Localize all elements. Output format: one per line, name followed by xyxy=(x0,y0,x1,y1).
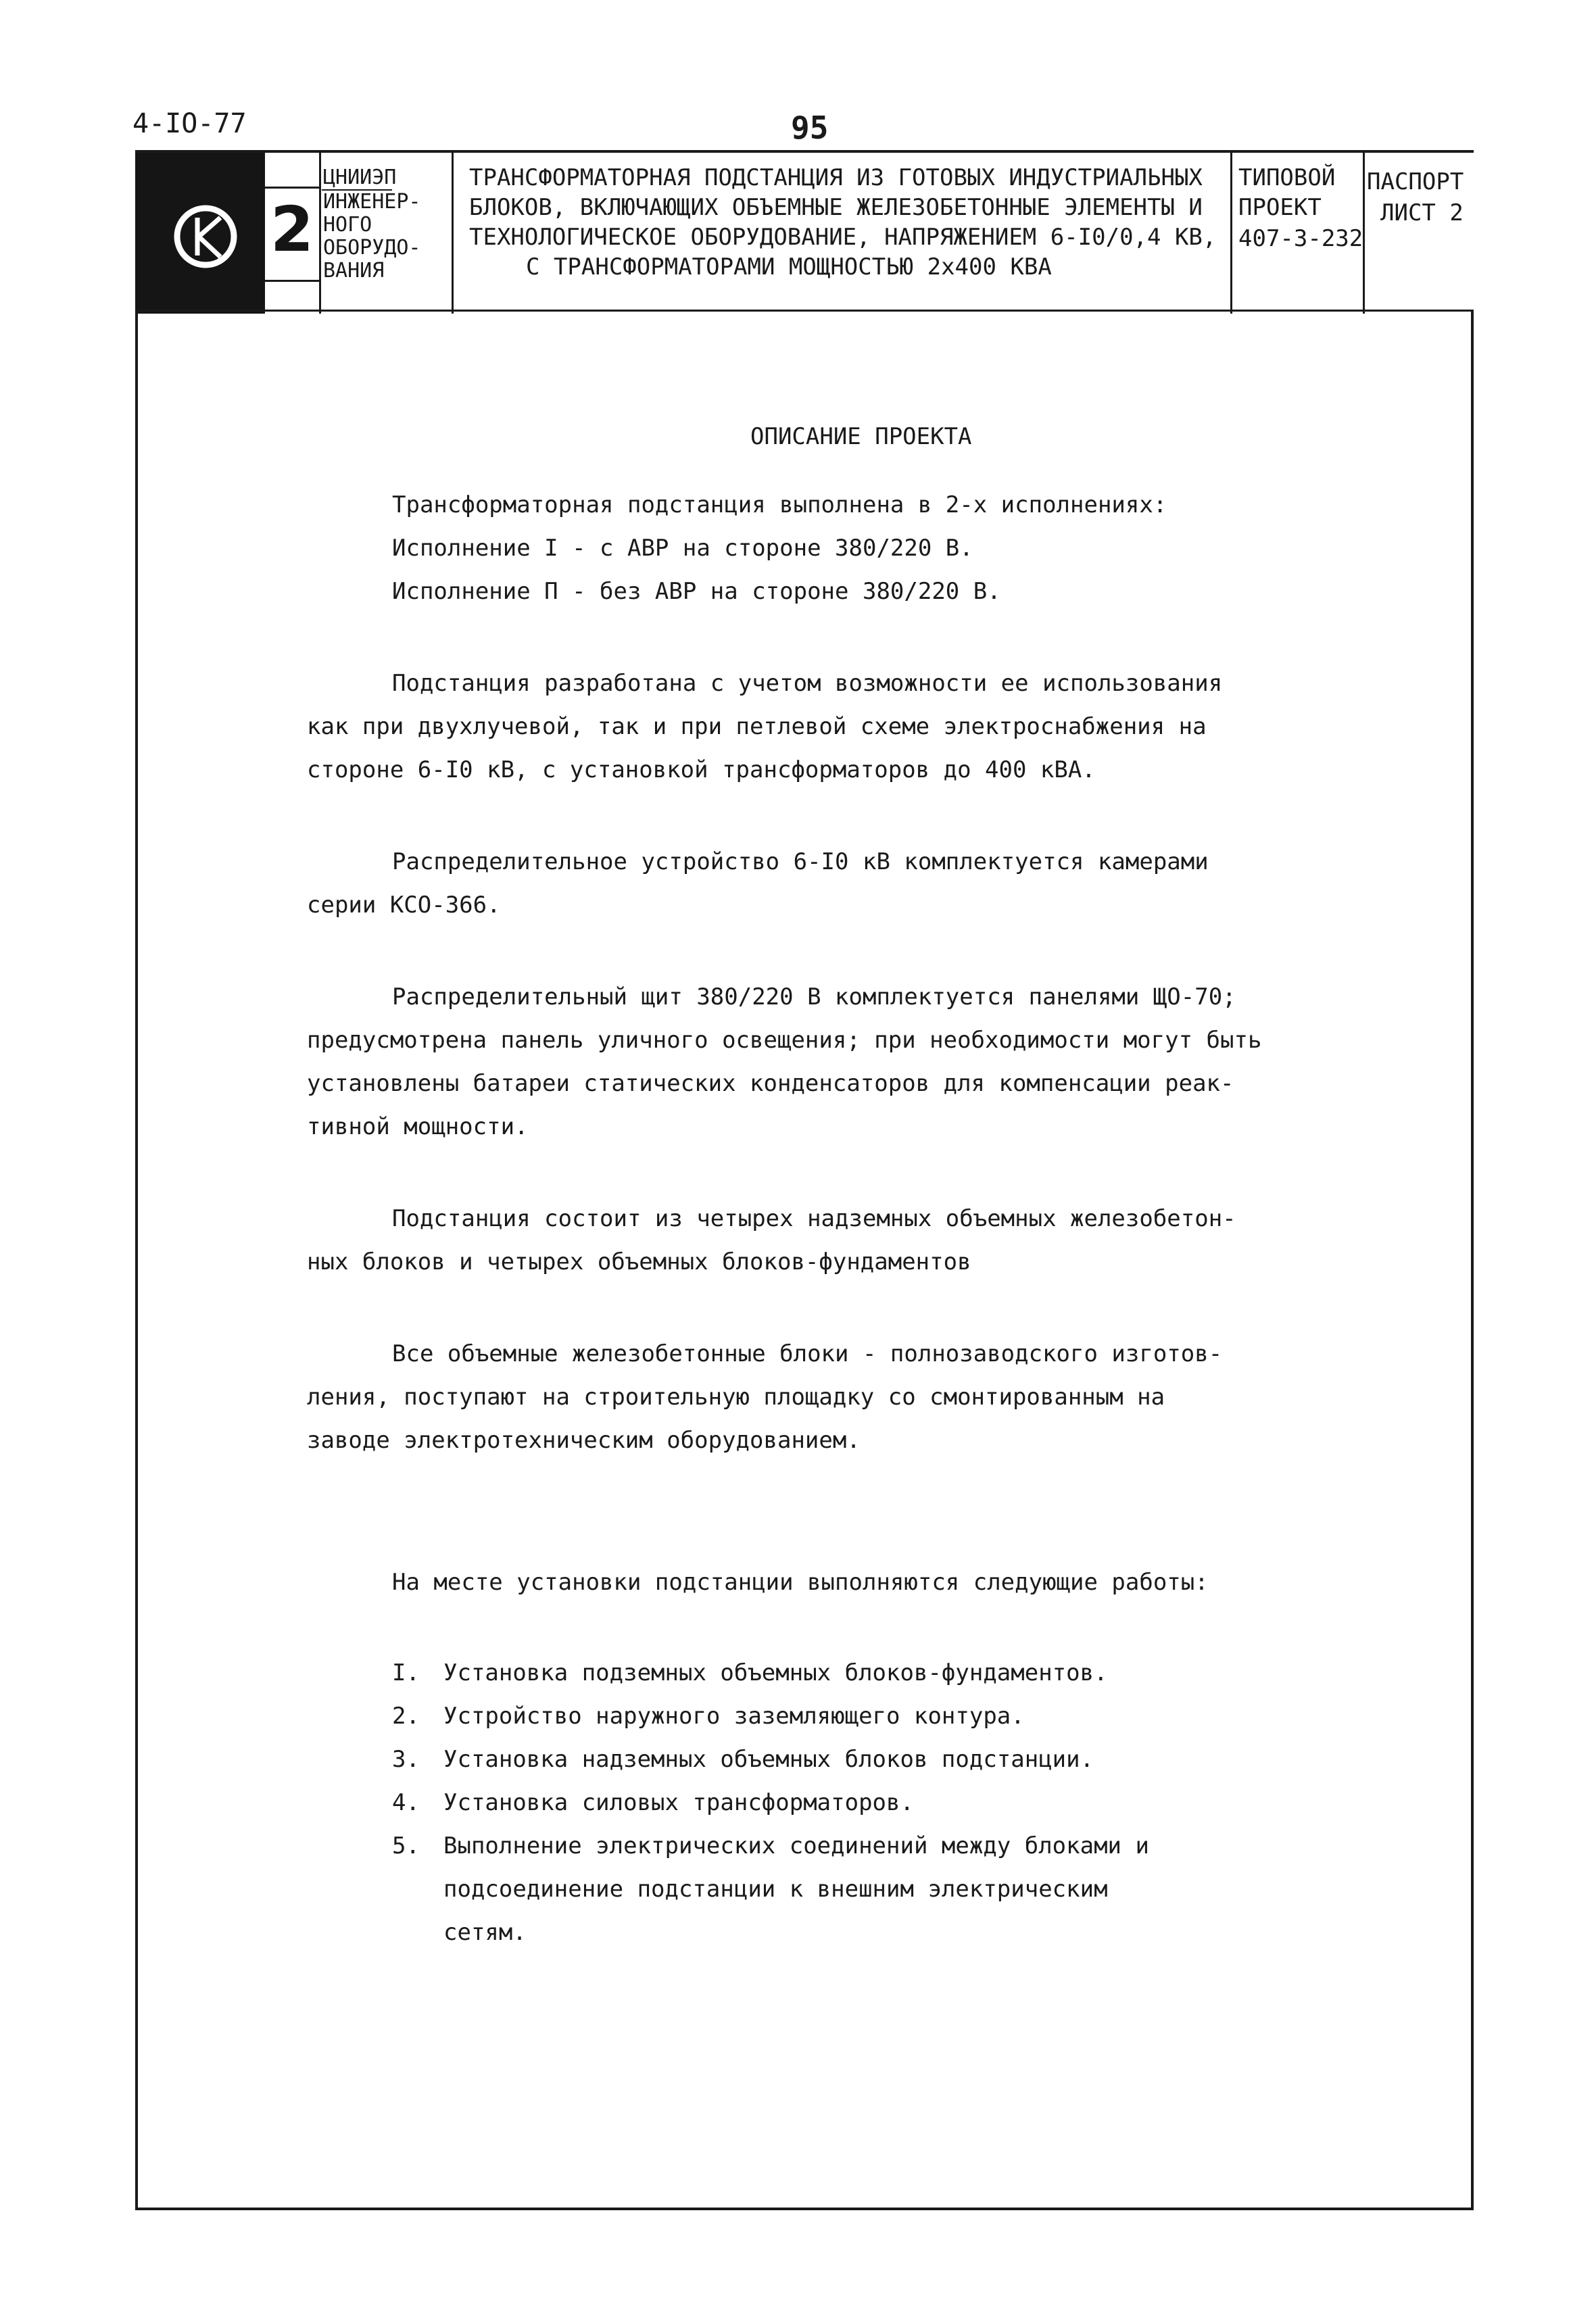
paragraph-line: ления, поступают на строительную площадку со смонтированным на xyxy=(307,1384,1165,1411)
list-item: Выполнение электрических соединений между блоками и xyxy=(443,1832,1149,1859)
logo-emblem-icon xyxy=(170,201,241,272)
list-item: Установка силовых трансформаторов. xyxy=(443,1789,914,1816)
organization-line: ЦНИИЭП xyxy=(323,166,397,189)
list-item-number: 2. xyxy=(392,1703,420,1730)
passport-label: ПАСПОРТ xyxy=(1367,168,1464,195)
paragraph-line: установлены батареи статических конденсаторов для компенсации реак- xyxy=(307,1070,1234,1097)
list-item-number: 3. xyxy=(392,1746,420,1773)
page-number: 95 xyxy=(791,109,829,146)
list-item-continuation: подсоединение подстанции к внешним электрическим xyxy=(443,1876,1108,1903)
paragraph-line: Подстанция состоит из четырех надземных объемных железобетон- xyxy=(392,1205,1236,1232)
paragraph-line: предусмотрена панель уличного освещения; при необходимости могут быть xyxy=(307,1027,1262,1054)
list-item-number: 5. xyxy=(392,1832,420,1859)
variant-line: Исполнение I - с АВР на стороне 380/220 В. xyxy=(392,535,973,562)
description-line: ТРАНСФОРМАТОРНАЯ ПОДСТАНЦИЯ ИЗ ГОТОВЫХ ИНДУСТРИАЛЬНЫХ xyxy=(469,164,1203,191)
paragraph-line: ных блоков и четырех объемных блоков-фундаментов xyxy=(307,1248,971,1275)
organization-line: НОГО xyxy=(323,213,372,237)
passport-cell xyxy=(1363,153,1474,314)
description-line: БЛОКОВ, ВКЛЮЧАЮЩИХ ОБЪЕМНЫЕ ЖЕЛЕЗОБЕТОННЫЕ ЭЛЕМЕНТЫ И xyxy=(469,194,1203,221)
paragraph-line: Все объемные железобетонные блоки - полнозаводского изготов- xyxy=(392,1340,1223,1367)
paragraph-line: стороне 6-I0 кВ, с установкой трансформаторов до 400 кВА. xyxy=(307,756,1096,783)
paragraph-line: как при двухлучевой, так и при петлевой схеме электроснабжения на xyxy=(307,713,1207,740)
variant-line: Исполнение П - без АВР на стороне 380/220 В. xyxy=(392,578,1001,605)
organization-line: ВАНИЯ xyxy=(323,259,385,283)
logo-digit-cell xyxy=(265,153,321,314)
project-description xyxy=(452,153,1232,314)
description-line: С ТРАНСФОРМАТОРАМИ МОЩНОСТЬЮ 2х400 КВА xyxy=(526,253,1052,281)
project-type: ТИПОВОЙ xyxy=(1238,164,1336,191)
list-item-number: 4. xyxy=(392,1789,420,1816)
description-line: ТЕХНОЛОГИЧЕСКОЕ ОБОРУДОВАНИЕ, НАПРЯЖЕНИЕМ 6-I0/0,4 КВ, xyxy=(469,224,1217,251)
paragraph-line: Распределительный щит 380/220 В комплектуется панелями ЩО-70; xyxy=(392,983,1236,1010)
list-item: Устройство наружного заземляющего контура. xyxy=(443,1703,1025,1730)
list-item-continuation: сетям. xyxy=(443,1919,527,1946)
project-label: ПРОЕКТ xyxy=(1238,194,1322,221)
title-block xyxy=(135,150,1474,314)
paragraph-line: заводе электротехническим оборудованием. xyxy=(307,1427,861,1454)
section-heading: ОПИСАНИЕ ПРОЕКТА xyxy=(750,423,972,450)
organization-line: ОБОРУДО- xyxy=(323,236,421,260)
paragraph-line: Подстанция разработана с учетом возможности ее использования xyxy=(392,670,1223,697)
paragraph-line: тивной мощности. xyxy=(307,1113,529,1140)
organization-line: ИНЖЕНЕР- xyxy=(323,190,421,214)
document-code: 4-IO-77 xyxy=(132,108,247,139)
list-item: Установка подземных объемных блоков-фундаментов. xyxy=(443,1659,1108,1686)
list-item: Установка надземных объемных блоков подстанции. xyxy=(443,1746,1094,1773)
divider xyxy=(265,187,319,189)
paragraph-line: серии КСО-366. xyxy=(307,892,501,919)
paragraph-line: Распределительное устройство 6-I0 кВ комплектуется камерами xyxy=(392,848,1209,875)
project-number: 407-3-232 xyxy=(1238,225,1363,252)
sheet-label: ЛИСТ 2 xyxy=(1380,199,1464,226)
logo xyxy=(135,153,265,314)
logo-digit: 2 xyxy=(270,193,314,266)
project-code-cell xyxy=(1230,153,1365,314)
intro-line: Трансформаторная подстанция выполнена в 2-х исполнениях: xyxy=(392,491,1167,518)
list-item-number: I. xyxy=(392,1659,420,1686)
divider xyxy=(265,280,319,282)
organization-cell xyxy=(319,153,454,314)
works-intro: На месте установки подстанции выполняются следующие работы: xyxy=(392,1569,1209,1596)
